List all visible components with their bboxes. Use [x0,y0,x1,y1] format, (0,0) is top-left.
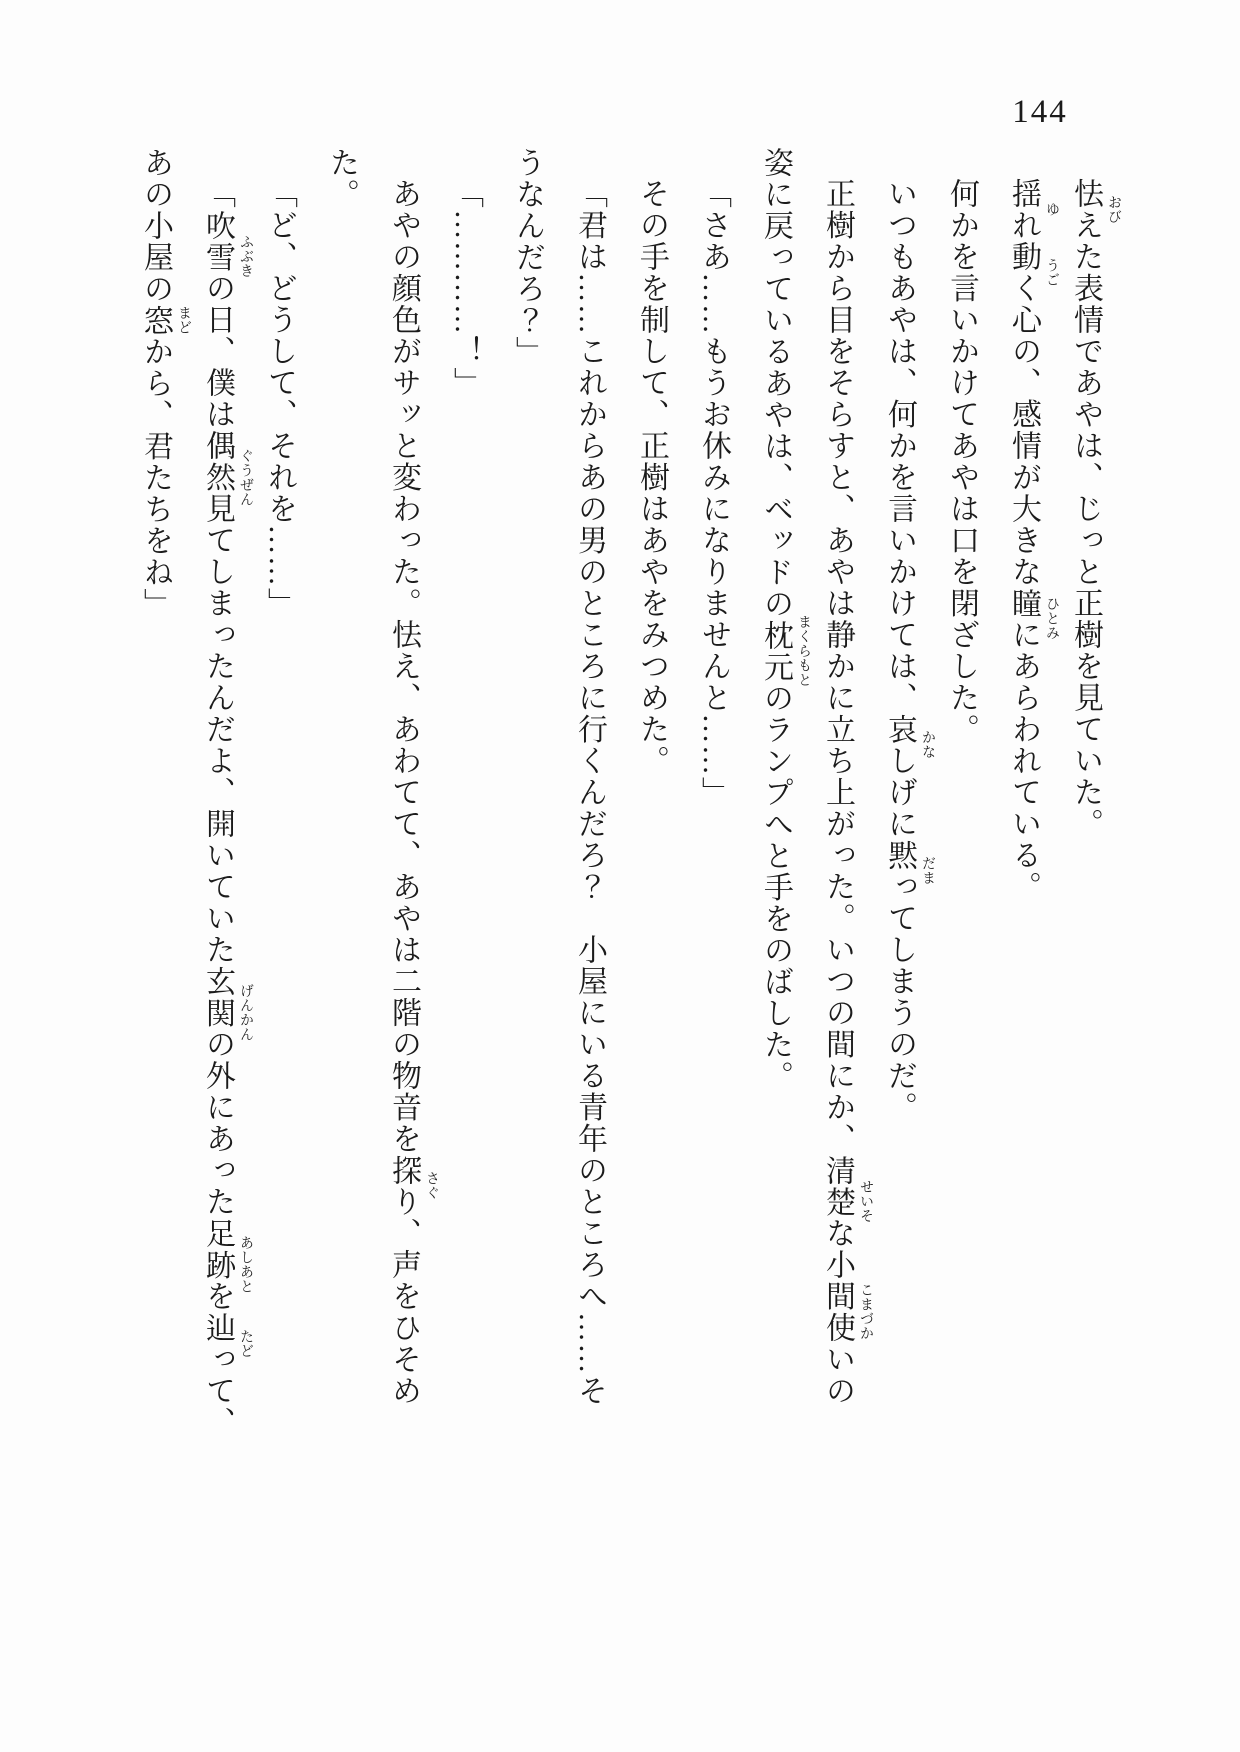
ruby-base: 瞳 ひとみ [1007,588,1040,620]
ruby-annotation: まくらもと [796,614,811,688]
ruby-base: 探 さぐ [387,1155,420,1187]
text-column: 怯 おび えた表情であやは、じっと正樹を見ていた。 [1054,147,1116,1487]
ruby-base: 小間使 こまづか [821,1249,873,1344]
text-column: いつもあやは、何かを言いかけては、哀 かな しげに黙 だま ってしまうのだ。 [883,178,935,1123]
ruby-base: 怯 おび [1069,178,1102,210]
ruby-base: 枕元 まくらもと [759,614,811,688]
ruby-annotation: おび [1106,194,1121,224]
ruby-annotation: ゆ [1044,202,1059,217]
ruby-annotation: まど [176,305,191,335]
ruby-base: 動 うご [1007,241,1040,273]
text-column: 「吹雪 ふぶき の日、僕は偶然 ぐうぜん 見てしまったんだよ、開いていた玄関 げんかん の外にあった足跡 あしあと を辿 たど って、 [201,178,253,1438]
ruby-base: 玄関 げんかん [201,966,234,1029]
text-column: た。 [325,147,358,210]
ruby-base: 足跡 あしあと [201,1218,234,1281]
ruby-base: 窓 まど [139,304,191,336]
main-text [124,147,1121,1487]
text-column: 「君は……これからあの男のところに行くんだろ？ 小屋にいる青年のところへ……そ [573,178,606,1407]
ruby-annotation: かな [920,730,935,760]
ruby-annotation: うご [1044,257,1059,287]
text-column: その手を制して、正樹はあやをみつめた。 [635,178,668,777]
ruby-base: 黙 だま [883,840,916,872]
ruby-annotation: こまづか [858,1282,873,1341]
ruby-annotation: だま [920,856,935,886]
ruby-base: 吹雪 ふぶき [201,210,234,273]
text-column: 何かを言いかけてあやは口を閉ざした。 [945,178,978,745]
text-column: 正樹から目をそらすと、あやは静かに立ち上がった。いつの間にか、清楚 せいそ な小間使 こまづか いの [821,178,873,1407]
text-column: うなんだろ？」 [511,147,544,368]
ruby-base: 清楚 せいそ [821,1155,854,1218]
ruby-annotation: せいそ [858,1179,873,1224]
ruby-annotation: ふぶき [238,234,253,279]
ruby-base: 揺 ゆ [1007,178,1040,210]
text-column: 姿に戻っているあやは、ベッドの枕元 まくらもと のランプへと手をのばした。 [759,147,811,1092]
text-column: あの小屋の窓 まど から、君たちをね」 [139,147,191,620]
text-column: あやの顔色がサッと変わった。怯え、あわてて、あやは二階の物音を探 さぐ り、声をひそめ [387,178,439,1407]
page-number: 144 [1012,94,1068,130]
text-column: 「さあ……もうお休みになりませんと……」 [697,178,730,808]
ruby-annotation: ひとみ [1044,597,1059,641]
ruby-base: 偶然 ぐうぜん [201,430,234,493]
ruby-annotation: あしあと [238,1235,253,1294]
ruby-annotation: げんかん [238,983,253,1042]
text-column: 「ど、どうして、それを……」 [263,178,296,619]
text-column: 「…………！」 [449,178,482,399]
ruby-annotation: たど [238,1328,253,1358]
ruby-annotation: ぐうぜん [238,448,253,506]
ruby-base: 辿 たど [201,1312,234,1344]
text-column: 揺 ゆ れ動 うご く心の、感情が大きな瞳 ひとみ にあらわれている。 [992,147,1054,1487]
ruby-annotation: さぐ [424,1171,439,1201]
ruby-base: 哀 かな [883,714,916,746]
